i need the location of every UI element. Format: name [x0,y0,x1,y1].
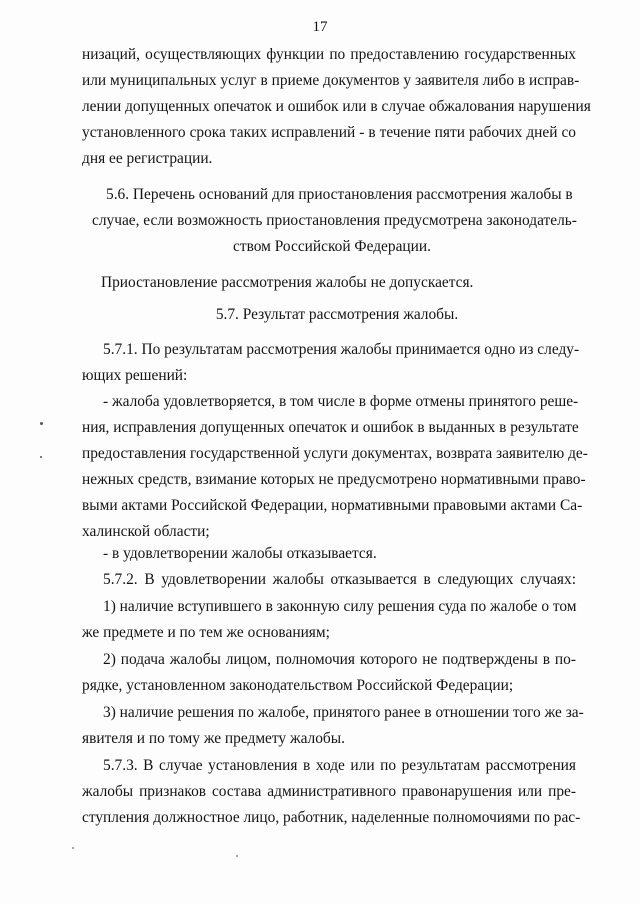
text-line: - в удовлетворении жалобы отказывается. [103,545,377,562]
text-line: же предмете и по тем же основаниям; [82,624,330,641]
paragraph-continuation [82,42,591,172]
scan-speck [236,855,238,857]
list-item-2 [82,647,576,699]
heading-line: 5.6. Перечень оснований для приостановления рассмотрения жалобы в [106,186,573,203]
section-heading-5-7 [82,302,576,328]
text-line: жалобы признаков состава административного правонарушения или пре- [82,783,576,800]
text-line: нежных средств, взимание которых не предусмотрено нормативными право- [82,471,586,488]
text-line: 1) наличие вступившего в законную силу решения суда по жалобе о том [103,598,577,615]
text-line: рядке, установленном законодательством Российской Федерации; [82,677,514,694]
paragraph-5-7-2 [103,567,576,593]
text-line: 5.7.3. В случае установления в ходе или по результатам рассмотрения [103,757,576,774]
text-line: Приостановление рассмотрения жалобы не допускается. [101,274,474,291]
text-line: выми актами Российской Федерации, нормативными правовыми актами Са- [82,497,583,514]
text-line: - жалоба удовлетворяется, в том числе в форме отмены принятого реше- [103,393,579,410]
heading-line: ством Российской Федерации. [233,238,431,255]
text-line: ния, исправления допущенных опечаток и ошибок в выданных в результате [82,419,579,436]
text-line: установленного срока таких исправлений - в течение пяти рабочих дней со [82,124,576,141]
text-line: или муниципальных услуг в приеме документов у заявителя либо в исправ- [82,72,580,89]
text-line: ющих решений: [82,367,188,384]
text-line: лении допущенных опечаток и ошибок или в случае обжалования нарушения [82,98,591,115]
text-line: ступления должностное лицо, работник, наделенные полномочиями по рас- [82,809,581,826]
text-line: явителя и по тому же предмету жалобы. [82,730,345,747]
paragraph-satisfied [82,389,588,545]
heading-line: случае, если возможность приостановления предусмотрена законодатель- [92,212,577,229]
list-item-1 [82,594,576,646]
heading-line: 5.7. Результат рассмотрения жалобы. [215,306,459,323]
paragraph-5-7-3 [82,753,581,831]
scan-speck [72,847,74,849]
page-number: 17 [312,19,328,35]
text-line: 5.7.2. В удовлетворении жалобы отказывается в следующих случаях: [103,571,576,588]
paragraph-suspension [101,270,595,296]
section-heading-5-6 [92,182,577,260]
text-line: низаций, осуществляющих функции по предоставлению государственных [82,46,576,63]
scan-speck [40,456,42,458]
paragraph-5-7-1 [82,337,580,389]
text-line: дня ее регистрации. [82,150,213,167]
scan-speck [40,422,43,425]
text-line: 2) подача жалобы лицом, полномочия которого не подтверждены в по- [103,651,576,668]
text-line: 5.7.1. По результатам рассмотрения жалобы принимается одно из следу- [103,341,580,358]
text-line: 3) наличие решения по жалобе, принятого ранее в отношении того же за- [103,704,584,721]
list-item-3 [82,700,584,752]
text-line: предоставления государственной услуги документах, возврата заявителю де- [82,445,588,462]
paragraph-refused [103,541,597,567]
text-line: халинской области; [82,523,210,540]
